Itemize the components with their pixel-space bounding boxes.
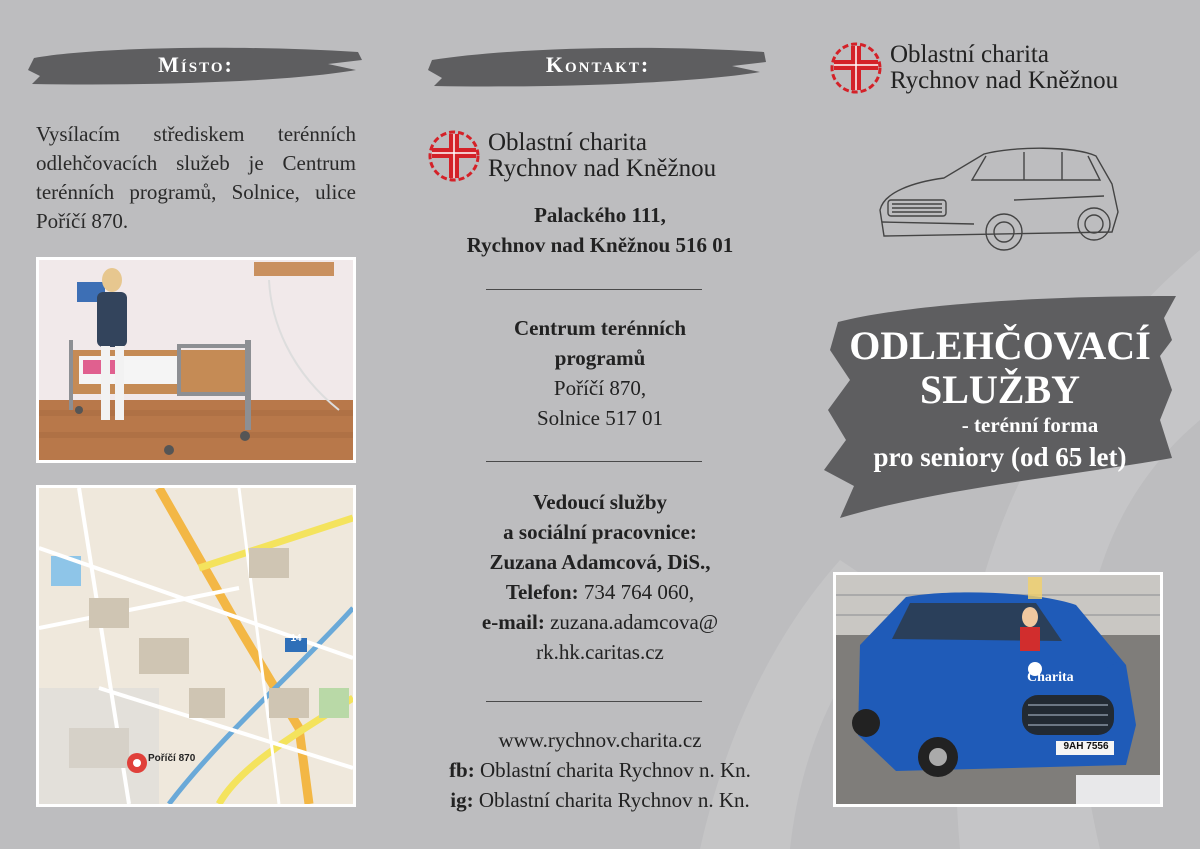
logo-line2: Rychnov nad Kněžnou (890, 67, 1119, 94)
charity-logo-right (830, 42, 1118, 94)
lead-title1: Vedoucí služby (532, 490, 667, 514)
divider-3 (486, 701, 702, 702)
phone-row (400, 577, 800, 607)
middle-panel (400, 0, 800, 849)
bedroom-photo (36, 257, 356, 463)
center-line1: Poříčí 870, (553, 376, 647, 400)
online-links (400, 725, 800, 815)
place-heading: Místo: (158, 52, 234, 77)
service-tagline: pro seniory (od 65 let) (873, 442, 1127, 472)
address-line1: Palackého 111, (534, 203, 666, 227)
logo-line1: Oblastní charita (890, 41, 1049, 68)
ig-value: Oblastní charita Rychnov n. Kn. (473, 788, 750, 812)
email-value1[interactable]: zuzana.adamcova@ (544, 610, 719, 634)
place-heading-banner (28, 38, 364, 92)
title-line2: SLUŽBY (919, 367, 1081, 412)
lead-name: Zuzana Adamcová, DiS., (489, 550, 711, 574)
lead-contact (400, 487, 800, 667)
map-road-number: 14 (290, 633, 302, 644)
place-paragraph: Vysílacím střediskem terénních odlehčovacích služeb je Centrum terénních programů, Solnice, ulice Poříčí 870. (36, 122, 356, 233)
fb-label: fb: (449, 758, 475, 782)
ig-label: ig: (450, 788, 474, 812)
charity-car-photo (833, 572, 1163, 807)
divider-1 (486, 289, 702, 290)
caritas-cross-icon (428, 130, 480, 182)
car-sketch-illustration (874, 140, 1122, 260)
main-address (400, 200, 800, 260)
lead-title2: a sociální pracovnice: (503, 520, 697, 544)
ig-row[interactable] (400, 785, 800, 815)
fb-value: Oblastní charita Rychnov n. Kn. (474, 758, 751, 782)
email-value2[interactable]: rk.hk.caritas.cz (536, 640, 664, 664)
phone-label: Telefon: (505, 580, 579, 604)
center-title1: Centrum terénních (513, 316, 687, 340)
phone-value[interactable]: 734 764 060, (578, 580, 695, 604)
center-title2: programů (554, 346, 646, 370)
contact-heading-banner (428, 38, 768, 92)
left-panel (0, 0, 400, 849)
center-address (400, 313, 800, 433)
title-line1: ODLEHČOVACÍ (849, 323, 1151, 368)
address-line2: Rychnov nad Kněžnou 516 01 (466, 233, 734, 257)
logo-line2: Rychnov nad Kněžnou (488, 155, 717, 182)
logo-line1: Oblastní charita (488, 129, 647, 156)
center-line2: Solnice 517 01 (537, 406, 663, 430)
contact-heading: Kontakt: (545, 52, 651, 77)
charity-logo-middle (428, 130, 716, 182)
license-plate: 9AH 7556 (1063, 741, 1109, 752)
car-badge-text: Charita (1027, 670, 1074, 685)
location-map[interactable] (36, 485, 356, 807)
email-row (400, 607, 800, 637)
email-label: e-mail: (481, 610, 545, 634)
web-link[interactable]: www.rychnov.charita.cz (498, 728, 702, 752)
divider-2 (486, 461, 702, 462)
service-title (820, 325, 1180, 477)
right-panel (800, 0, 1200, 849)
caritas-cross-icon (830, 42, 882, 94)
fb-row[interactable] (400, 755, 800, 785)
service-subtitle: - terénní forma (961, 413, 1099, 437)
map-place-label: Poříčí 870 (148, 753, 196, 764)
